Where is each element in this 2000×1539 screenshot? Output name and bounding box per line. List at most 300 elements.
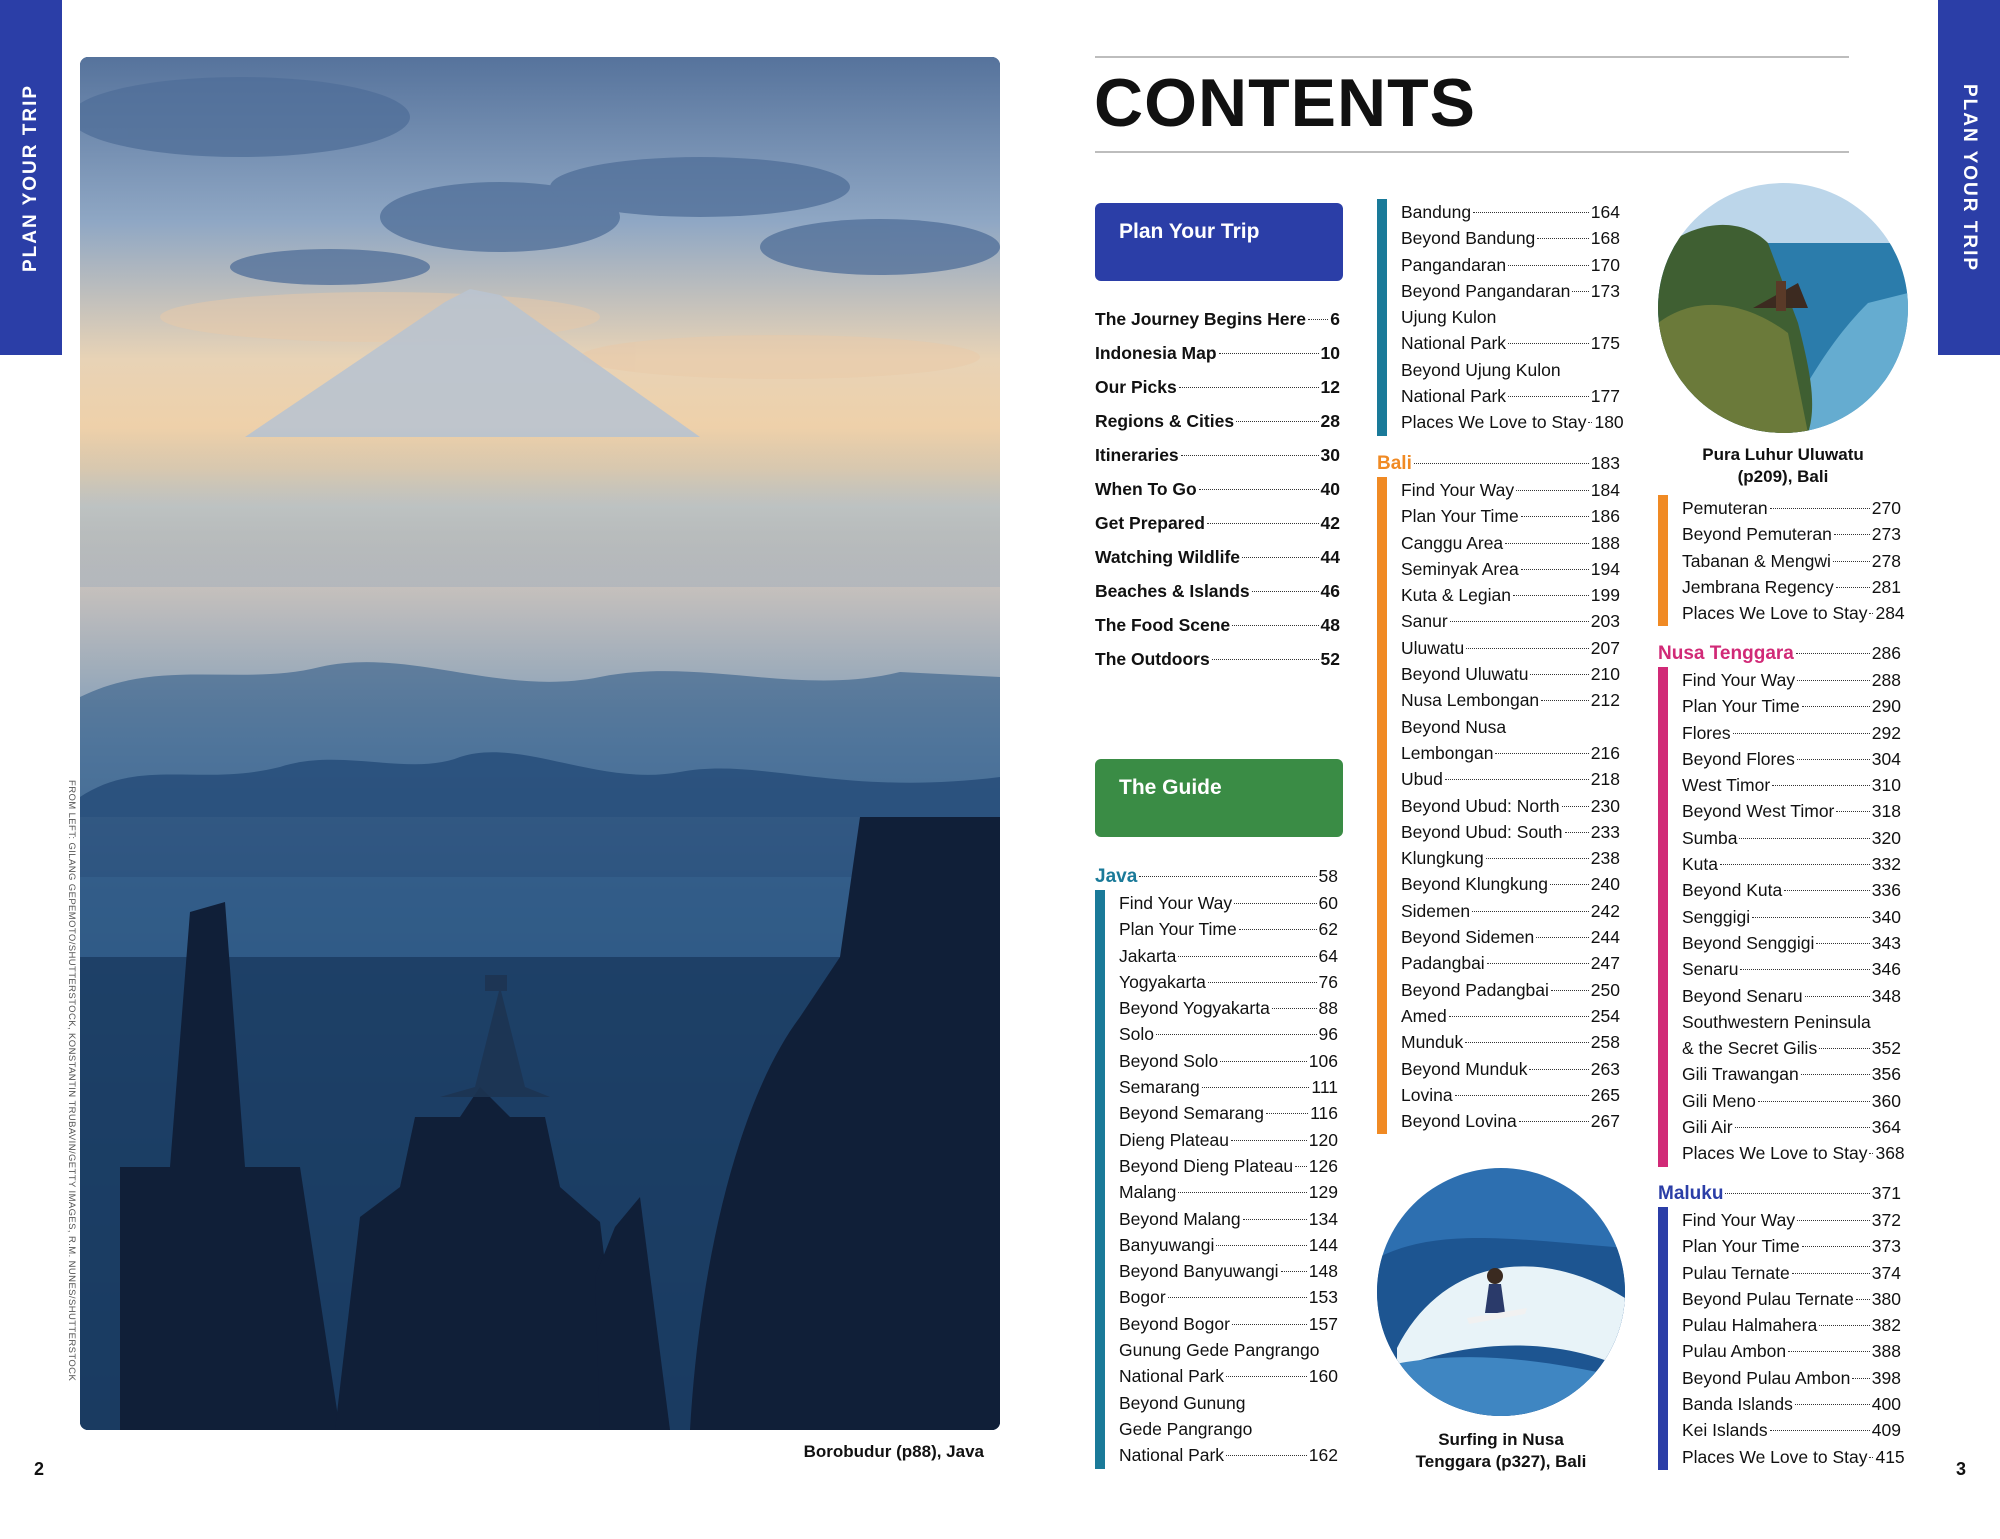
- toc-entry-title: Beyond Dieng Plateau: [1119, 1155, 1294, 1176]
- toc-entry: [1682, 825, 1901, 851]
- toc-sublist: [1095, 890, 1338, 1469]
- toc-entry-page: 194: [1590, 558, 1620, 579]
- toc-entry-title: The Food Scene: [1095, 615, 1231, 635]
- toc-entry-title: Kuta: [1682, 854, 1718, 875]
- dot-leader: [1572, 291, 1588, 292]
- side-tab-label: PLAN YOUR TRIP: [20, 83, 41, 272]
- toc-entry: [1119, 1390, 1338, 1416]
- toc-entry-page: 348: [1871, 985, 1901, 1006]
- dot-leader: [1529, 1069, 1588, 1070]
- toc-entry: [1401, 635, 1620, 661]
- toc-entry-title: Malang: [1119, 1182, 1177, 1203]
- dot-leader: [1795, 1404, 1870, 1405]
- toc-entry-page: 129: [1308, 1182, 1338, 1203]
- page-number-left: 2: [34, 1459, 45, 1479]
- dot-leader: [1784, 890, 1870, 891]
- toc-entry-title: Beyond Klungkung: [1401, 874, 1548, 895]
- toc-entry: [1401, 898, 1620, 924]
- dot-leader: [1758, 1101, 1870, 1102]
- toc-entry: [1401, 225, 1620, 251]
- toc-entry: [1682, 1444, 1905, 1470]
- toc-entry: [1682, 798, 1901, 824]
- borobudur-illustration: [80, 57, 1000, 1430]
- dot-leader: [1508, 343, 1589, 344]
- toc-entry: [1682, 1061, 1901, 1087]
- uluwatu-caption-line: Pura Luhur Uluwatu: [1702, 445, 1864, 464]
- dot-leader: [1797, 680, 1870, 681]
- dot-leader: [1220, 1061, 1307, 1062]
- toc-entry-title: Sanur: [1401, 611, 1448, 632]
- dot-leader: [1733, 733, 1870, 734]
- photo-credit: [67, 780, 79, 1390]
- toc-entry-page: 240: [1590, 874, 1620, 895]
- dot-leader: [1792, 1273, 1870, 1274]
- dot-leader: [1266, 1113, 1308, 1114]
- toc-column-maluku: [1658, 1180, 1905, 1470]
- toc-entry-title: Lovina: [1401, 1084, 1453, 1105]
- toc-column-java: [1095, 863, 1338, 1469]
- toc-entry: [1119, 1100, 1338, 1126]
- toc-entry-page: 373: [1871, 1236, 1901, 1257]
- dot-leader: [1308, 319, 1328, 320]
- toc-entry-page: 48: [1320, 615, 1340, 635]
- toc-column-bali: [1377, 450, 1620, 1134]
- toc-entry-title: Pulau Halmahera: [1682, 1315, 1818, 1336]
- toc-entry: [1401, 1003, 1620, 1029]
- toc-entry-page: 207: [1590, 637, 1620, 658]
- dot-leader: [1239, 929, 1317, 930]
- toc-entry: [1095, 472, 1340, 506]
- toc-entry: [1095, 336, 1340, 370]
- toc-entry-page: 340: [1871, 906, 1901, 927]
- toc-entry-title: Beyond Yogyakarta: [1119, 998, 1270, 1019]
- toc-entry: [1682, 930, 1901, 956]
- toc-entry-title: Beyond Malang: [1119, 1208, 1241, 1229]
- toc-entry-page: 184: [1590, 480, 1620, 500]
- dot-leader: [1852, 1378, 1869, 1379]
- toc-entry-title: Find Your Way: [1682, 1210, 1796, 1230]
- toc-entry-title: Places We Love to Stay: [1401, 412, 1587, 433]
- toc-entry-page: 318: [1871, 801, 1901, 822]
- toc-entry-title: Beyond Padangbai: [1401, 979, 1549, 1000]
- toc-entry-page: 88: [1318, 998, 1338, 1019]
- toc-entry-page: 175: [1590, 333, 1620, 354]
- dot-leader: [1550, 884, 1589, 885]
- region-name: Nusa Tenggara: [1658, 643, 1794, 664]
- toc-entry-page: 400: [1871, 1394, 1901, 1415]
- title-rule-top: [1095, 56, 1849, 58]
- toc-entry-page: 148: [1308, 1261, 1338, 1282]
- toc-entry: [1682, 772, 1901, 798]
- dot-leader: [1537, 238, 1589, 239]
- toc-entry-page: 265: [1590, 1084, 1620, 1105]
- toc-entry-title: Beyond Pangandaran: [1401, 280, 1571, 301]
- toc-entry-title: When To Go: [1095, 479, 1197, 499]
- region-heading: [1377, 450, 1620, 477]
- uluwatu-photo: [1658, 183, 1908, 433]
- toc-entry-page: 160: [1308, 1366, 1338, 1387]
- toc-entry-title: Banda Islands: [1682, 1394, 1793, 1415]
- toc-entry-title: Pulau Ambon: [1682, 1341, 1787, 1362]
- toc-entry: [1682, 1286, 1901, 1312]
- dot-leader: [1562, 806, 1589, 807]
- toc-entry-title: National Park: [1401, 333, 1507, 354]
- dot-leader: [1234, 903, 1316, 904]
- toc-entry: [1682, 548, 1901, 574]
- toc-entry: [1682, 1114, 1901, 1140]
- dot-leader: [1819, 1325, 1870, 1326]
- toc-entry-title: Beyond Nusa: [1401, 716, 1507, 737]
- toc-entry: [1401, 714, 1620, 740]
- toc-entry-title: National Park: [1401, 386, 1507, 407]
- toc-entry-page: 116: [1310, 1103, 1338, 1124]
- toc-entry: [1401, 950, 1620, 976]
- toc-entry: [1119, 1442, 1338, 1468]
- toc-entry: [1401, 608, 1620, 634]
- toc-entry: [1682, 574, 1901, 600]
- toc-entry-page: 250: [1590, 979, 1620, 1000]
- toc-entry-title: Bandung: [1401, 202, 1472, 222]
- toc-entry-title: Watching Wildlife: [1095, 547, 1241, 567]
- section-header-plan-your-trip: Plan Your Trip: [1095, 203, 1343, 281]
- toc-entry-page: 186: [1590, 506, 1620, 527]
- toc-entry-page: 106: [1308, 1050, 1338, 1071]
- toc-entry: [1095, 404, 1340, 438]
- toc-entry-title: National Park: [1119, 1445, 1225, 1466]
- toc-entry-page: 180: [1594, 412, 1624, 433]
- toc-entry-page: 76: [1318, 971, 1338, 992]
- toc-entry-page: 368: [1875, 1143, 1905, 1164]
- toc-entry-page: 203: [1590, 611, 1620, 632]
- toc-entry-page: 62: [1318, 919, 1338, 940]
- dot-leader: [1869, 613, 1873, 614]
- toc-entry-page: 144: [1308, 1234, 1338, 1255]
- toc-entry-title: Semarang: [1119, 1077, 1200, 1098]
- toc-entry-title: Munduk: [1401, 1032, 1464, 1053]
- region-heading: [1658, 640, 1901, 667]
- toc-entry-page: 111: [1311, 1077, 1338, 1098]
- toc-entry-page: 126: [1308, 1155, 1338, 1176]
- dot-leader: [1236, 421, 1318, 422]
- toc-entry: [1682, 851, 1901, 877]
- toc-entry-title: Find Your Way: [1401, 480, 1515, 500]
- dot-leader: [1519, 1121, 1589, 1122]
- toc-entry-page: 320: [1871, 827, 1901, 848]
- toc-entry: [1401, 477, 1620, 503]
- toc-entry: [1119, 1284, 1338, 1310]
- toc-entry-page: 177: [1590, 386, 1620, 407]
- dot-leader: [1226, 1376, 1307, 1377]
- toc-entry-page: 96: [1318, 1024, 1338, 1045]
- toc-entry-page: 6: [1330, 309, 1340, 329]
- toc-entry-page: 278: [1871, 550, 1901, 571]
- dot-leader: [1168, 1297, 1307, 1298]
- toc-entry-title: Places We Love to Stay: [1682, 1143, 1868, 1164]
- toc-entry-page: 173: [1590, 280, 1620, 301]
- toc-entry: [1119, 1206, 1338, 1232]
- region-page: 58: [1318, 866, 1338, 886]
- toc-entry-title: Gili Trawangan: [1682, 1064, 1799, 1085]
- side-tab-right: [1938, 0, 2000, 355]
- toc-entry-title: Plan Your Time: [1119, 919, 1237, 940]
- toc-entry: [1401, 977, 1620, 1003]
- toc-entry-page: 164: [1590, 202, 1620, 222]
- toc-entry-page: 380: [1871, 1288, 1901, 1309]
- toc-entry-title: & the Secret Gilis: [1682, 1038, 1818, 1059]
- toc-entry: [1682, 1233, 1901, 1259]
- dot-leader: [1819, 1048, 1870, 1049]
- toc-entry: [1401, 819, 1620, 845]
- toc-entry-page: 281: [1871, 576, 1901, 597]
- toc-entry: [1401, 357, 1620, 383]
- dot-leader: [1772, 785, 1870, 786]
- toc-entry-title: Pemuteran: [1682, 498, 1768, 518]
- dot-leader: [1139, 876, 1316, 877]
- toc-entry: [1682, 746, 1901, 772]
- toc-entry-page: 210: [1590, 664, 1620, 685]
- toc-entry-page: 398: [1871, 1367, 1901, 1388]
- dot-leader: [1735, 1127, 1870, 1128]
- toc-entry-title: Ujung Kulon: [1401, 307, 1497, 328]
- dot-leader: [1805, 996, 1870, 997]
- toc-entry-page: 356: [1871, 1064, 1901, 1085]
- toc-entry-title: Solo: [1119, 1024, 1155, 1045]
- toc-entry-title: Flores: [1682, 722, 1731, 743]
- toc-entry-title: Find Your Way: [1682, 670, 1796, 690]
- dot-leader: [1181, 455, 1319, 456]
- toc-entry-page: 247: [1590, 953, 1620, 974]
- toc-entry: [1095, 540, 1340, 574]
- toc-entry: [1119, 1048, 1338, 1074]
- toc-entry-title: Beyond Pulau Ternate: [1682, 1288, 1854, 1309]
- toc-entry: [1401, 740, 1620, 766]
- dot-leader: [1199, 489, 1319, 490]
- color-bar: [1095, 890, 1105, 1469]
- dot-leader: [1536, 937, 1589, 938]
- region-page: 371: [1871, 1183, 1901, 1203]
- toc-entry-page: 134: [1308, 1208, 1338, 1229]
- dot-leader: [1207, 523, 1319, 524]
- dot-leader: [1202, 1087, 1310, 1088]
- toc-entry-title: Beaches & Islands: [1095, 581, 1250, 601]
- toc-entry: [1401, 1029, 1620, 1055]
- toc-entry-title: Places We Love to Stay: [1682, 603, 1868, 624]
- section-header-the-guide: The Guide: [1095, 759, 1343, 837]
- color-bar: [1377, 199, 1387, 436]
- dot-leader: [1505, 543, 1589, 544]
- toc-entry-page: 199: [1590, 585, 1620, 606]
- toc-entry-title: Beyond Sidemen: [1401, 927, 1535, 948]
- toc-entry-title: Yogyakarta: [1119, 971, 1206, 992]
- dot-leader: [1252, 591, 1319, 592]
- dot-leader: [1472, 911, 1589, 912]
- dot-leader: [1869, 1153, 1873, 1154]
- toc-entry-page: 216: [1590, 742, 1620, 763]
- dot-leader: [1272, 1008, 1317, 1009]
- toc-entry-page: 346: [1871, 959, 1901, 980]
- toc-entry: [1095, 574, 1340, 608]
- toc-entry: [1119, 1153, 1338, 1179]
- toc-entry: [1401, 330, 1620, 356]
- toc-entry-title: Beyond Uluwatu: [1401, 664, 1529, 685]
- toc-entry-page: 162: [1308, 1445, 1338, 1466]
- toc-entry: [1682, 1365, 1901, 1391]
- dot-leader: [1720, 864, 1870, 865]
- toc-entry: [1401, 199, 1620, 225]
- toc-entry-page: 374: [1871, 1262, 1901, 1283]
- dot-leader: [1770, 1430, 1870, 1431]
- toc-entry: [1119, 1232, 1338, 1258]
- toc-entry-title: Beyond Kuta: [1682, 880, 1783, 901]
- toc-entry-title: Senaru: [1682, 959, 1739, 980]
- toc-entry-title: Beyond Ubud: South: [1401, 821, 1563, 842]
- dot-leader: [1414, 463, 1589, 464]
- toc-entry-title: Dieng Plateau: [1119, 1129, 1229, 1150]
- toc-entry: [1682, 1009, 1901, 1035]
- dot-leader: [1455, 1095, 1589, 1096]
- region-name: Bali: [1377, 453, 1412, 474]
- color-bar: [1658, 495, 1668, 626]
- toc-entry: [1095, 642, 1340, 676]
- toc-entry-page: 364: [1871, 1117, 1901, 1138]
- uluwatu-caption-line: (p209), Bali: [1737, 467, 1829, 486]
- toc-entry-title: Banyuwangi: [1119, 1234, 1215, 1255]
- surfing-caption-line: Tenggara (p327), Bali: [1415, 1452, 1587, 1471]
- dot-leader: [1231, 1140, 1307, 1141]
- toc-entry: [1682, 1417, 1901, 1443]
- toc-entry-page: 46: [1320, 581, 1340, 601]
- toc-entry-page: 168: [1590, 228, 1620, 249]
- toc-entry-title: Kei Islands: [1682, 1420, 1768, 1441]
- toc-sublist: [1658, 1207, 1905, 1470]
- color-bar: [1658, 667, 1668, 1167]
- toc-entry-title: Find Your Way: [1119, 893, 1233, 913]
- toc-entry: [1682, 693, 1901, 719]
- dot-leader: [1836, 811, 1869, 812]
- uluwatu-illustration: [1658, 183, 1908, 433]
- toc-entry-page: 60: [1318, 893, 1338, 913]
- toc-entry: [1119, 1311, 1338, 1337]
- toc-entry-title: Beyond Lovina: [1401, 1111, 1517, 1132]
- dot-leader: [1797, 759, 1870, 760]
- toc-entry-page: 388: [1871, 1341, 1901, 1362]
- toc-entry-page: 40: [1320, 479, 1340, 499]
- toc-entry-page: 12: [1320, 377, 1340, 397]
- main-photo-caption: Borobudur (p88), Java: [803, 1442, 984, 1461]
- toc-entry: [1119, 890, 1338, 916]
- dot-leader: [1802, 706, 1870, 707]
- toc-entry-page: 233: [1590, 821, 1620, 842]
- dot-leader: [1466, 648, 1589, 649]
- dot-leader: [1179, 387, 1319, 388]
- toc-entry-page: 157: [1308, 1313, 1338, 1334]
- toc-entry: [1401, 687, 1620, 713]
- surfing-illustration: [1377, 1168, 1625, 1416]
- dot-leader: [1295, 1166, 1307, 1167]
- surfing-caption: [1377, 1429, 1625, 1473]
- uluwatu-caption: [1658, 444, 1908, 488]
- dot-leader: [1797, 1220, 1870, 1221]
- color-bar: [1658, 1207, 1668, 1470]
- toc-sublist: [1658, 495, 1905, 626]
- toc-entry-title: Amed: [1401, 1005, 1447, 1026]
- toc-entry-title: Beyond Ubud: North: [1401, 795, 1560, 816]
- toc-entry-page: 254: [1590, 1005, 1620, 1026]
- toc-entry: [1401, 409, 1624, 435]
- toc-entry: [1682, 521, 1901, 547]
- toc-entry: [1682, 904, 1901, 930]
- dot-leader: [1495, 753, 1588, 754]
- page-number-right: 3: [1955, 1459, 1966, 1479]
- toc-entry-title: Jakarta: [1119, 945, 1177, 966]
- toc-column-nusa-tenggara: [1658, 640, 1905, 1167]
- dot-leader: [1856, 1299, 1870, 1300]
- toc-entry-title: Beyond Senaru: [1682, 985, 1803, 1006]
- toc-entry: [1401, 556, 1620, 582]
- dot-leader: [1486, 858, 1589, 859]
- toc-entry-page: 188: [1590, 532, 1620, 553]
- toc-entry-title: Beyond Gunung: [1119, 1392, 1246, 1413]
- dot-leader: [1508, 265, 1589, 266]
- region-page: 183: [1590, 453, 1620, 473]
- toc-entry-page: 288: [1871, 670, 1901, 690]
- toc-entry: [1401, 1056, 1620, 1082]
- toc-entry-title: Padangbai: [1401, 953, 1485, 974]
- toc-entry-title: Tabanan & Mengwi: [1682, 550, 1831, 571]
- dot-leader: [1216, 1245, 1306, 1246]
- toc-sublist: [1658, 667, 1905, 1167]
- toc-entry: [1682, 667, 1901, 693]
- toc-entry-title: Get Prepared: [1095, 513, 1205, 533]
- toc-entry: [1095, 370, 1340, 404]
- toc-entry: [1119, 1021, 1338, 1047]
- dot-leader: [1725, 1193, 1869, 1194]
- toc-entry: [1119, 1258, 1338, 1284]
- toc-entry-page: 28: [1320, 411, 1340, 431]
- region-name: Maluku: [1658, 1183, 1724, 1204]
- dot-leader: [1226, 1455, 1307, 1456]
- dot-leader: [1551, 990, 1589, 991]
- dot-leader: [1219, 353, 1319, 354]
- toc-entry-page: 170: [1590, 254, 1620, 275]
- toc-entry-page: 273: [1871, 524, 1901, 545]
- dot-leader: [1869, 1457, 1873, 1458]
- toc-entry-page: 258: [1590, 1032, 1620, 1053]
- toc-entry: [1119, 1074, 1338, 1100]
- toc-entry-title: Plan Your Time: [1401, 506, 1519, 527]
- toc-entry: [1119, 1179, 1338, 1205]
- dot-leader: [1816, 943, 1869, 944]
- toc-entry: [1401, 793, 1620, 819]
- toc-entry: [1682, 956, 1901, 982]
- toc-entry: [1401, 304, 1620, 330]
- toc-entry-title: The Outdoors: [1095, 649, 1210, 669]
- dot-leader: [1739, 838, 1869, 839]
- dot-leader: [1450, 621, 1589, 622]
- toc-entry: [1119, 1337, 1338, 1363]
- toc-entry-title: Beyond Bandung: [1401, 228, 1536, 249]
- toc-column-java-cont: [1377, 199, 1624, 436]
- dot-leader: [1516, 490, 1589, 491]
- toc-entry-title: Regions & Cities: [1095, 411, 1235, 431]
- toc-entry-page: 292: [1871, 722, 1901, 743]
- toc-entry-title: Gili Meno: [1682, 1090, 1756, 1111]
- toc-entry-page: 415: [1875, 1446, 1905, 1467]
- toc-entry: [1682, 1088, 1901, 1114]
- dot-leader: [1521, 516, 1589, 517]
- toc-entry-title: Sumba: [1682, 827, 1738, 848]
- toc-entry: [1401, 1082, 1620, 1108]
